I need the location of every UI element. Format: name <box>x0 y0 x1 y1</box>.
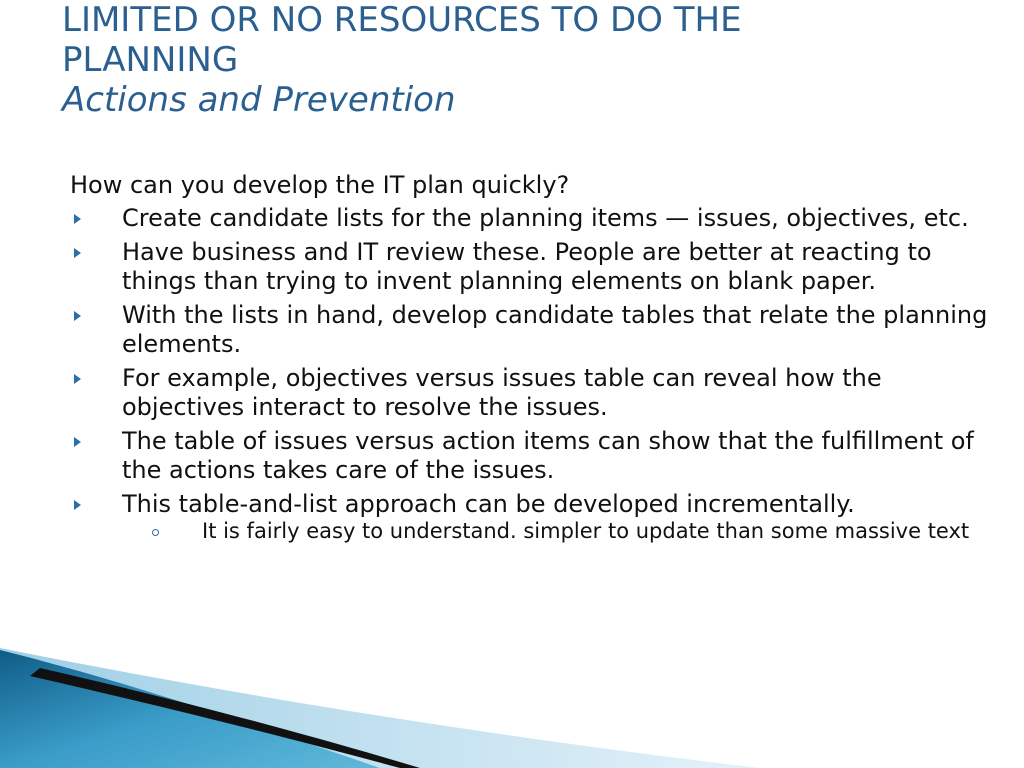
triangle-bullet-icon <box>74 437 81 447</box>
triangle-bullet-icon <box>74 311 81 321</box>
intro-text: How can you develop the IT plan quickly? <box>70 171 570 199</box>
sub-bullet-item <box>122 519 990 544</box>
bullet-item <box>70 301 990 359</box>
ring-bullet-icon <box>152 529 159 536</box>
slide-title <box>62 0 1002 120</box>
wave-decoration <box>0 640 1024 768</box>
bullet-text: Create candidate lists for the planning items — issues, objectives, etc. <box>122 204 969 232</box>
sub-bullet-list <box>122 519 990 544</box>
triangle-bullet-icon <box>74 500 81 510</box>
slide-body <box>70 170 990 549</box>
bullet-item <box>70 364 990 422</box>
triangle-bullet-icon <box>74 374 81 384</box>
sub-bullet-text: It is fairly easy to understand. simpler to update than some massive text <box>202 519 970 543</box>
bullet-item <box>70 204 990 233</box>
triangle-bullet-icon <box>74 214 81 224</box>
bullet-text: The table of issues versus action items can show that the fulfillment of the actions takes care of the issues. <box>122 427 974 484</box>
triangle-bullet-icon <box>74 248 81 258</box>
bullet-list <box>70 204 990 544</box>
title-subtitle: Actions and Prevention <box>62 80 456 120</box>
title-line-1: LIMITED OR NO RESOURCES TO DO THE <box>62 0 742 40</box>
bullet-item <box>70 427 990 485</box>
bullet-item <box>70 490 990 544</box>
bullet-item <box>70 238 990 296</box>
bullet-text: This table-and-list approach can be developed incrementally. <box>122 490 855 518</box>
bullet-text: Have business and IT review these. People are better at reacting to things than trying to invent planning elements on blank paper. <box>122 238 932 295</box>
title-line-2: PLANNING <box>62 40 239 80</box>
bullet-text: With the lists in hand, develop candidate tables that relate the planning elements. <box>122 301 988 358</box>
bullet-text: For example, objectives versus issues table can reveal how the objectives interact to resolve the issues. <box>122 364 882 421</box>
